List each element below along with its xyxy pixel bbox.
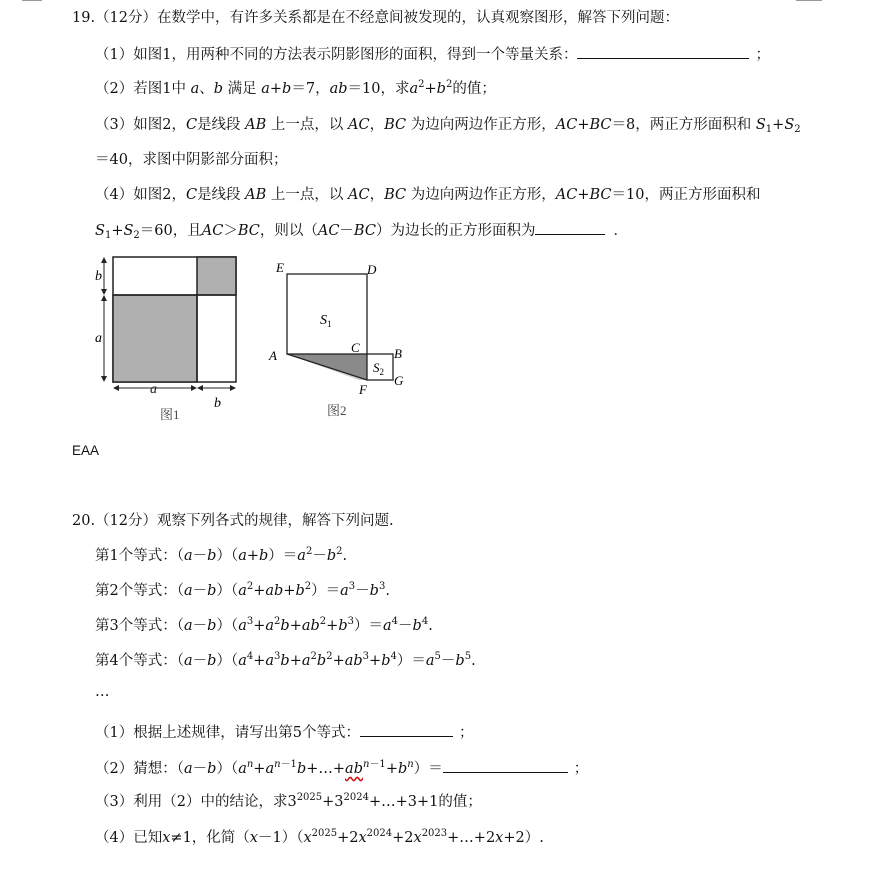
figure2-label-B: B <box>394 346 402 361</box>
figure-2 <box>265 254 415 424</box>
figure1-caption: 图1 <box>160 407 180 422</box>
q19-part4-answer-blank[interactable] <box>535 220 605 235</box>
figure1-shaded-b-square <box>197 257 236 295</box>
figure2-label-F: F <box>359 382 367 397</box>
q19-title: 19.（12分）在数学中，有许多关系都是在不经意间被发现的，认真观察图形，解答下列问题： <box>72 10 680 26</box>
q19-part4-line2: $S_1+S_2=60$，且AC＞BC，则以（AC－BC）为边长的正方形面积为 ． <box>95 220 628 241</box>
figure-1 <box>88 252 248 427</box>
q20-part4: （4）已知x≠1，化简$(x-1)(x^{2025}+2x^{2024}+2x^{2023}+\dots+2x+2)$. <box>95 828 544 846</box>
page-edge-mark-left <box>22 0 42 1</box>
eaa-text: EAA <box>72 443 100 458</box>
q20-eq3: 第3个等式：$(a-b)(a^3+a^2b+ab^2+b^3)=a^4-b^4$. <box>95 616 433 634</box>
figure2-caption: 图2 <box>327 403 347 418</box>
q20-eq2: 第2个等式：$(a-b)(a^2+ab+b^2)=a^3-b^3$. <box>95 581 390 599</box>
q19-part1: （1）如图1，用两种不同的方法表示阴影图形的面积，得到一个等量关系： ； <box>95 44 770 65</box>
figure2-label-C: C <box>351 340 360 355</box>
q20-part1: （1）根据上述规律，请写出第5个等式： ； <box>95 722 473 743</box>
figure1-shaded-a-square <box>113 295 197 382</box>
q20-title: 20.（12分）观察下列各式的规律，解答下列问题. <box>72 513 394 529</box>
q19-part3-line2: ＝40，求图中阴影部分面积； <box>95 152 288 168</box>
figure2-label-E: E <box>276 260 284 275</box>
q20-eq4: 第4个等式：$(a-b)(a^4+a^3b+a^2b^2+ab^3+b^4)=a^5-b^5$. <box>95 651 476 669</box>
q20-part3: （3）利用（2）中的结论，求$3^{2025}+3^{2024}+\dots+3+1$的值； <box>95 792 482 810</box>
figure2-label-G: G <box>394 373 404 388</box>
figure1-label-b-left: b <box>95 269 102 284</box>
q20-part2: （2）猜想：$(a-b)(a^n+a^{n-1}b+\dots+ab^{n-1}+b^n)=$ ； <box>95 759 589 777</box>
q19-part2: （2）若图1中 a、b 满足 a+b＝7，ab＝10，求$a^2+b^2$的值； <box>95 79 496 97</box>
q19-part3: （3）如图2，C是线段 AB 上一点，以 AC，BC 为边向两边作正方形，AC+BC＝8，两正方形面积和 $S_1+S_2$ <box>95 117 801 135</box>
figure2-label-D: D <box>367 262 377 277</box>
q20-eq1: 第1个等式：$(a-b)(a+b)=a^2-b^2$. <box>95 546 348 564</box>
q19-part4: （4）如图2，C是线段 AB 上一点，以 AC，BC 为边向两边作正方形，AC+BC＝10，两正方形面积和 <box>95 187 761 203</box>
q20-part1-answer-blank[interactable] <box>360 722 453 737</box>
figure2-s1-label: $S_1$ <box>320 313 332 329</box>
q19-part1-answer-blank[interactable] <box>577 44 749 59</box>
figure2-s2-label: $S_2$ <box>373 360 384 377</box>
figure1-label-a-bottom: a <box>150 382 157 397</box>
figure1-label-b-bottom: b <box>214 396 221 411</box>
figure1-label-a-left: a <box>95 331 102 346</box>
q20-part2-answer-blank[interactable] <box>443 758 568 773</box>
figure2-label-A: A <box>269 348 277 363</box>
q20-ellipsis: … <box>95 684 110 700</box>
page-edge-mark-right <box>796 0 822 1</box>
